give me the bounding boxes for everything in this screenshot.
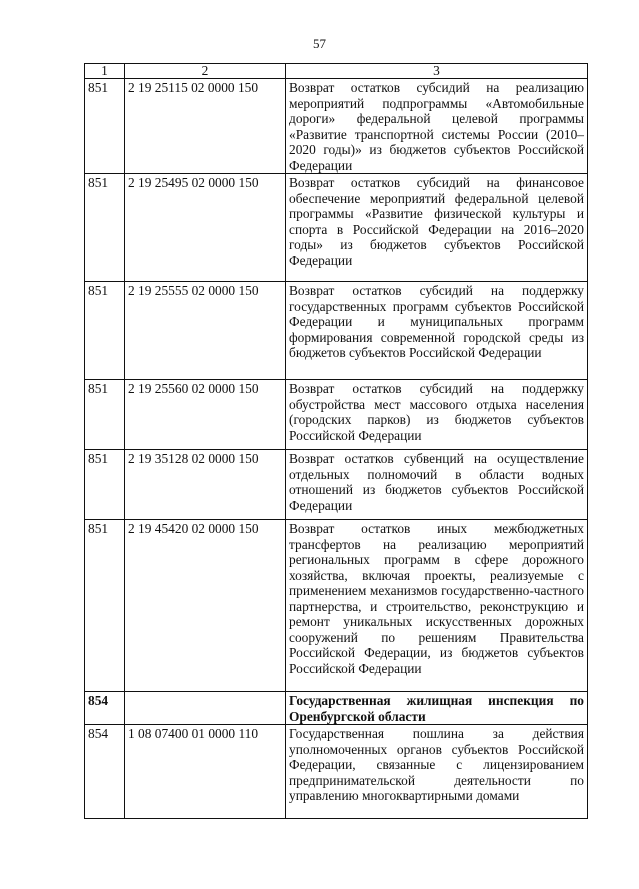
- page-number: 57: [313, 36, 326, 51]
- admin-code-cell: 851: [85, 380, 125, 450]
- admin-code-cell: 851: [85, 282, 125, 380]
- admin-code-cell: 851: [85, 79, 125, 174]
- table-row: [85, 174, 588, 282]
- budget-code-cell: 2 19 25555 02 0000 150: [125, 282, 286, 380]
- description-cell: Возврат остатков субсидий на поддержку обустройства мест массового отдыха населения (городских парков) из бюджетов субъектов Российской Федерации: [286, 380, 588, 450]
- header-cell-1: 1: [85, 64, 125, 79]
- admin-code-cell: 851: [85, 174, 125, 282]
- budget-code-cell: 2 19 35128 02 0000 150: [125, 450, 286, 520]
- budget-codes-table: [84, 63, 588, 819]
- table-row: [85, 450, 588, 520]
- table-row: [85, 380, 588, 450]
- budget-code-cell: 1 08 07400 01 0000 110: [125, 725, 286, 819]
- description-cell: Возврат остатков субсидий на поддержку государственных программ субъектов Российской Федерации и муниципальных программ формирования современной городской среды из бюджетов субъектов Российской Федерации: [286, 282, 588, 380]
- header-cell-3: 3: [286, 64, 588, 79]
- budget-code-cell: 2 19 25115 02 0000 150: [125, 79, 286, 174]
- admin-code-cell: 854: [85, 725, 125, 819]
- description-cell: Государственная пошлина за действия уполномоченных органов субъектов Российской Федерации, связанные с лицензированием предпринимательской деятельности по управлению многоквартирными домами: [286, 725, 588, 819]
- table-row: [85, 282, 588, 380]
- table-row: [85, 520, 588, 692]
- budget-code-cell: [125, 692, 286, 725]
- table-row: [85, 725, 588, 819]
- table-header-row: [85, 64, 588, 79]
- description-cell: Возврат остатков иных межбюджетных трансфертов на реализацию мероприятий региональных программ в сфере дорожного хозяйства, включая проекты, реализуемые с применением механизмов государственно-частного партнерства, и строительство, реконструкцию и ремонт уникальных искусственных дорожных сооружений по решениям Правительства Российской Федерации, из бюджетов субъектов Российской Федерации: [286, 520, 588, 692]
- header-cell-2: 2: [125, 64, 286, 79]
- description-cell: Возврат остатков субсидий на финансовое обеспечение мероприятий федеральной целевой программы «Развитие физической культуры и спорта в Российской Федерации на 2016–2020 годы» из бюджетов субъектов Российской Федерации: [286, 174, 588, 282]
- description-cell: Государственная жилищная инспекция по Оренбургской области: [286, 692, 588, 725]
- budget-code-cell: 2 19 25495 02 0000 150: [125, 174, 286, 282]
- admin-code-cell: 851: [85, 520, 125, 692]
- admin-code-cell: 854: [85, 692, 125, 725]
- table-body: [85, 64, 588, 819]
- budget-code-cell: 2 19 25560 02 0000 150: [125, 380, 286, 450]
- table-row: [85, 692, 588, 725]
- description-cell: Возврат остатков субсидий на реализацию мероприятий подпрограммы «Автомобильные дороги» федеральной целевой программы «Развитие транспортной системы России (2010–2020 годы)» из бюджетов субъектов Российской Федерации: [286, 79, 588, 174]
- admin-code-cell: 851: [85, 450, 125, 520]
- budget-code-cell: 2 19 45420 02 0000 150: [125, 520, 286, 692]
- description-cell: Возврат остатков субвенций на осуществление отдельных полномочий в области водных отношений из бюджетов субъектов Российской Федерации: [286, 450, 588, 520]
- table-row: [85, 79, 588, 174]
